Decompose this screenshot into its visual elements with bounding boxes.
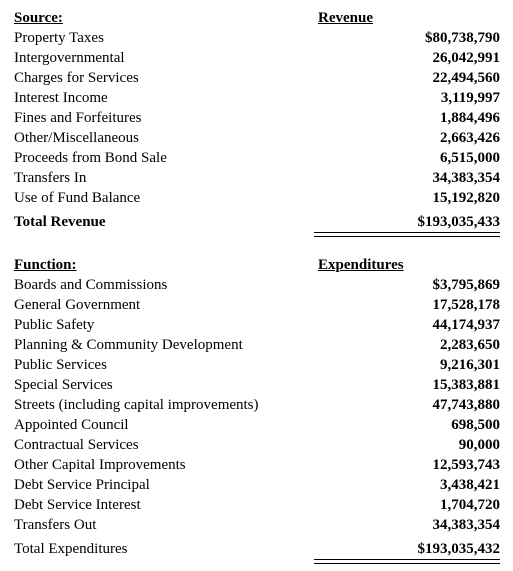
line-item-label: Special Services: [14, 377, 113, 393]
revenue-section: [14, 8, 500, 232]
source-heading: Source:: [14, 10, 63, 26]
line-item-amount: 15,383,881: [432, 377, 500, 393]
total-expenditures-label: Total Expenditures: [14, 541, 128, 557]
line-item-label: Planning & Community Development: [14, 337, 243, 353]
line-item-amount: 2,283,650: [440, 337, 500, 353]
line-item-amount: 2,663,426: [440, 130, 500, 146]
expenditures-column-heading: Expenditures: [318, 257, 404, 273]
revenue-rows: [14, 28, 500, 208]
revenue-line-item: [14, 188, 500, 208]
line-item-label: Property Taxes: [14, 30, 104, 46]
line-item-label: Intergovernmental: [14, 50, 125, 66]
total-revenue-amount: $193,035,433: [417, 214, 500, 230]
expenditure-line-item: [14, 455, 500, 475]
line-item-amount: 12,593,743: [432, 457, 500, 473]
expenditure-line-item: [14, 475, 500, 495]
line-item-label: Transfers Out: [14, 517, 97, 533]
line-item-amount: 1,884,496: [440, 110, 500, 126]
expenditure-line-item: [14, 435, 500, 455]
line-item-amount: 9,216,301: [440, 357, 500, 373]
line-item-label: Appointed Council: [14, 417, 129, 433]
line-item-amount: 26,042,991: [432, 50, 500, 66]
revenue-line-item: [14, 48, 500, 68]
line-item-label: Interest Income: [14, 90, 108, 106]
total-expenditures-amount: $193,035,432: [417, 541, 500, 557]
revenue-line-item: [14, 88, 500, 108]
line-item-label: Debt Service Principal: [14, 477, 150, 493]
line-item-label: Charges for Services: [14, 70, 139, 86]
expenditure-line-item: [14, 515, 500, 535]
revenue-header-row: [14, 8, 500, 28]
line-item-amount: 34,383,354: [432, 517, 500, 533]
revenue-line-item: [14, 148, 500, 168]
line-item-amount: 34,383,354: [432, 170, 500, 186]
line-item-amount: 15,192,820: [432, 190, 500, 206]
line-item-label: Fines and Forfeitures: [14, 110, 142, 126]
revenue-line-item: [14, 168, 500, 188]
function-heading: Function:: [14, 257, 77, 273]
expenditures-header-row: [14, 255, 500, 275]
line-item-label: Other Capital Improvements: [14, 457, 186, 473]
line-item-amount: $80,738,790: [425, 30, 500, 46]
line-item-amount: 1,704,720: [440, 497, 500, 513]
revenue-double-underline: [314, 232, 500, 237]
expenditure-line-item: [14, 315, 500, 335]
line-item-label: Other/Miscellaneous: [14, 130, 139, 146]
revenue-line-item: [14, 128, 500, 148]
total-revenue-label: Total Revenue: [14, 214, 106, 230]
line-item-label: Use of Fund Balance: [14, 190, 141, 206]
line-item-amount: $3,795,869: [432, 277, 500, 293]
line-item-amount: 44,174,937: [432, 317, 500, 333]
expenditures-double-underline: [314, 559, 500, 564]
expenditure-line-item: [14, 495, 500, 515]
revenue-line-item: [14, 28, 500, 48]
line-item-label: Streets (including capital improvements): [14, 397, 259, 413]
expenditure-line-item: [14, 395, 500, 415]
revenue-line-item: [14, 108, 500, 128]
expenditure-rows: [14, 275, 500, 535]
line-item-label: General Government: [14, 297, 141, 313]
expenditure-line-item: [14, 355, 500, 375]
line-item-label: Public Services: [14, 357, 107, 373]
line-item-label: Transfers In: [14, 170, 87, 186]
revenue-column-heading: Revenue: [318, 10, 373, 26]
line-item-amount: 90,000: [458, 437, 500, 453]
line-item-amount: 3,119,997: [440, 90, 500, 106]
expenditures-section: [14, 255, 500, 559]
line-item-label: Public Safety: [14, 317, 95, 333]
line-item-amount: 3,438,421: [440, 477, 500, 493]
expenditure-line-item: [14, 375, 500, 395]
expenditure-line-item: [14, 275, 500, 295]
expenditure-line-item: [14, 415, 500, 435]
line-item-amount: 17,528,178: [432, 297, 500, 313]
line-item-label: Boards and Commissions: [14, 277, 168, 293]
revenue-line-item: [14, 68, 500, 88]
line-item-amount: 47,743,880: [432, 397, 500, 413]
expenditure-line-item: [14, 295, 500, 315]
expenditures-total-row: [14, 539, 500, 559]
line-item-amount: 698,500: [451, 417, 500, 433]
expenditure-line-item: [14, 335, 500, 355]
revenue-total-row: [14, 212, 500, 232]
line-item-label: Proceeds from Bond Sale: [14, 150, 167, 166]
line-item-label: Debt Service Interest: [14, 497, 141, 513]
line-item-label: Contractual Services: [14, 437, 139, 453]
line-item-amount: 22,494,560: [432, 70, 500, 86]
line-item-amount: 6,515,000: [440, 150, 500, 166]
